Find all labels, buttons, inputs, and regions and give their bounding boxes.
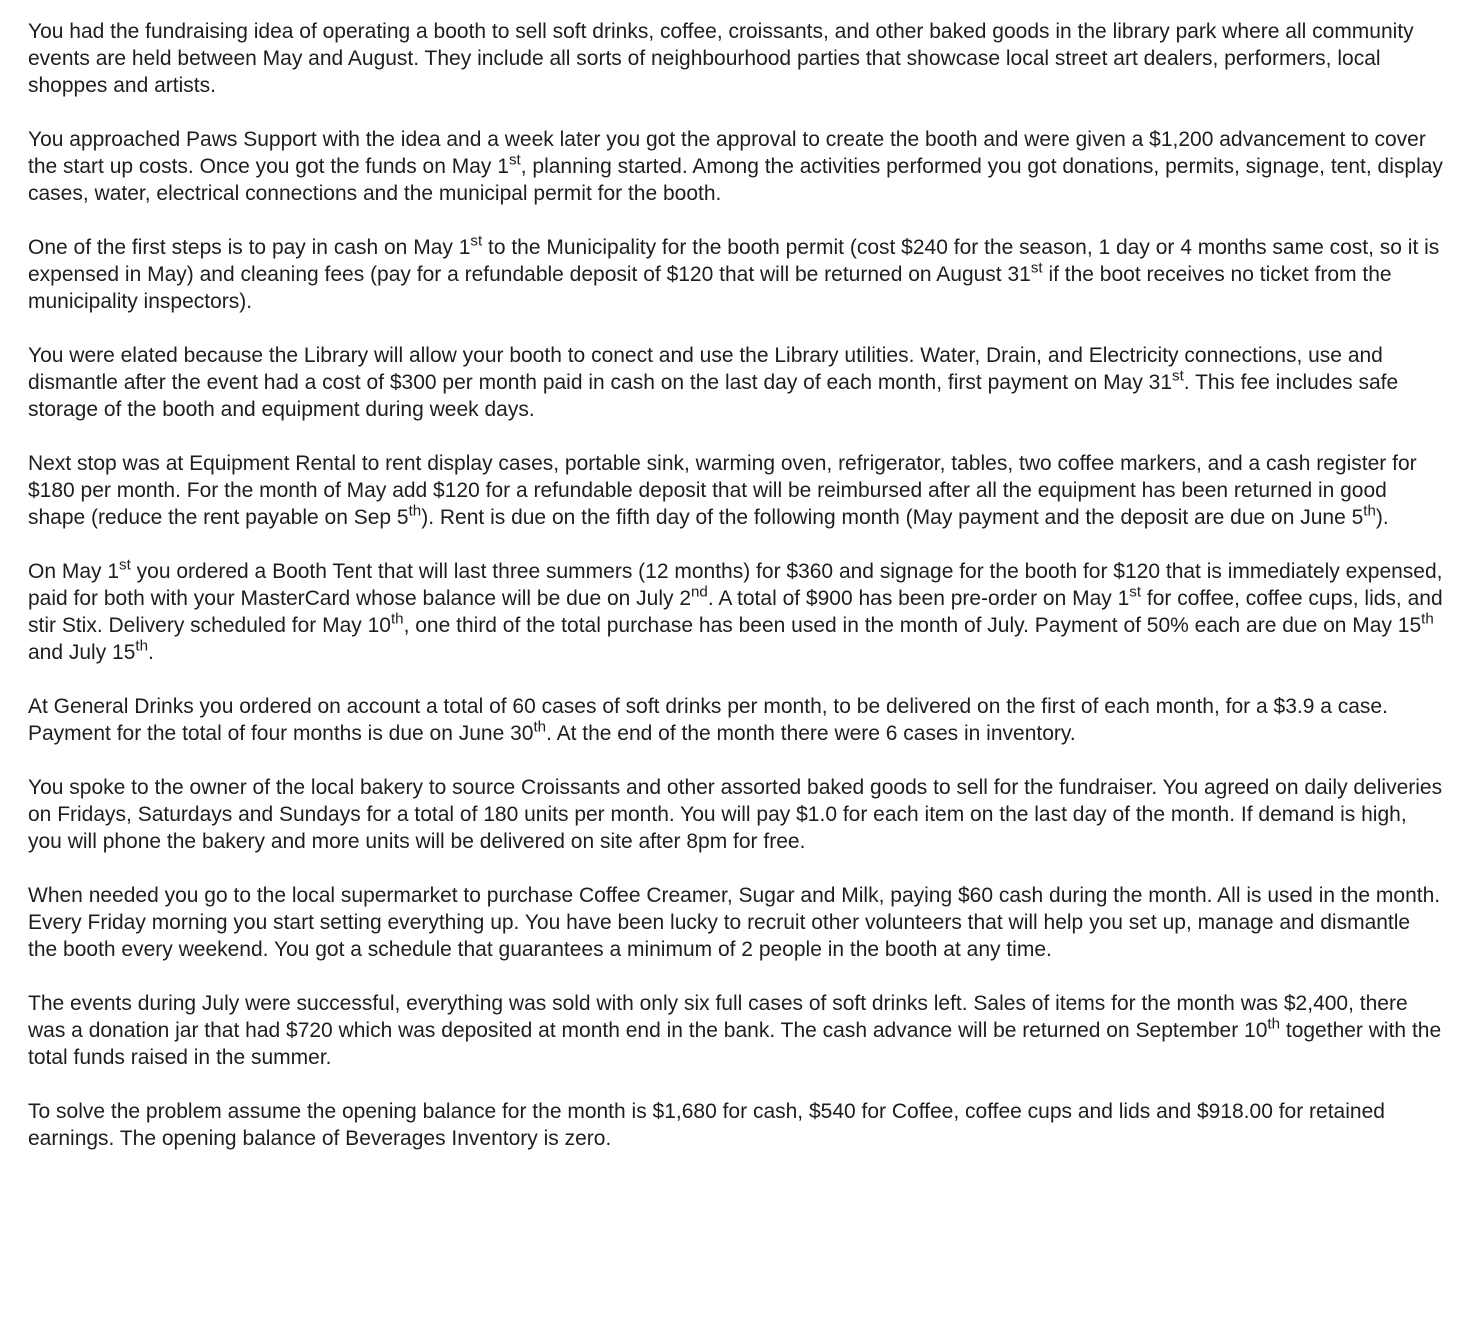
text-segment: Next stop was at Equipment Rental to rent display cases, portable sink, warming oven, refrigerator, tables, two coffee markers, and a cash register for $180 per month. For the month of May add $120 for a refundable deposit that will be reimbursed after all the equipment has been returned in good shape (reduce the rent payable on Sep 5 <box>28 452 1417 529</box>
text-segment: ). <box>1375 506 1389 529</box>
paragraph-p8 <box>28 774 1444 855</box>
paragraph-p7 <box>28 693 1444 747</box>
text-segment: You had the fundraising idea of operating a booth to sell soft drinks, coffee, croissants, and other baked goods in the library park where all community events are held between May and August. They include all sorts of neighbourhood parties that showcase local street art dealers, performers, local shoppes and artists. <box>28 20 1414 97</box>
ordinal-suffix: st <box>1129 583 1142 601</box>
paragraph-p4 <box>28 342 1444 423</box>
text-segment: The events during July were successful, everything was sold with only six full cases of soft drinks left. Sales of items for the month was $2,400, there was a donation jar that had $720 which was deposited at month end in the bank. The cash advance will be returned on September 10 <box>28 992 1408 1042</box>
text-segment: . A total of $900 has been pre-order on May 1 <box>707 587 1130 610</box>
ordinal-suffix: st <box>1030 259 1043 277</box>
text-segment: When needed you go to the local supermarket to purchase Coffee Creamer, Sugar and Milk, paying $60 cash during the month. All is used in the month. <box>28 884 1441 907</box>
text-segment: To solve the problem assume the opening balance for the month is $1,680 for cash, $540 for Coffee, coffee cups and lids and $918.00 for retained earnings. The opening balance of Beverages Inventory is zero. <box>28 1100 1385 1150</box>
ordinal-suffix: th <box>533 718 547 736</box>
ordinal-suffix: st <box>1172 367 1184 385</box>
paragraph-p5 <box>28 450 1444 531</box>
text-segment: , planning started. Among the activities performed you got donations, permits, signage, tent, display cases, water, electrical connections and the municipal permit for the booth. <box>28 155 1443 205</box>
paragraph-p6 <box>28 558 1444 666</box>
text-segment: if the boot receives no ticket from the municipality inspectors). <box>28 263 1392 313</box>
text-segment: . <box>148 641 154 664</box>
text-segment: to the Municipality for the booth permit (cost $240 for the season, 1 day or 4 months same cost, so it is expensed in May) and cleaning fees (pay for a refundable deposit of $120 that will be returned on August 31 <box>28 236 1440 286</box>
text-segment: You were elated because the Library will allow your booth to conect and use the Library utilities. Water, Drain, and Electricity connections, use and dismantle after the event had a cost of $300 per month paid in cash on the last day of each month, first payment on May 31 <box>28 344 1383 394</box>
text-segment: . At the end of the month there were 6 cases in inventory. <box>546 722 1076 745</box>
paragraph-p12 <box>28 1098 1444 1152</box>
ordinal-suffix: st <box>470 232 483 250</box>
ordinal-suffix: st <box>119 556 131 574</box>
text-segment: . This fee includes safe storage of the booth and equipment during week days. <box>28 371 1399 421</box>
ordinal-suffix: st <box>508 151 521 169</box>
paragraph-p1 <box>28 18 1444 99</box>
text-segment: Every Friday morning you start setting everything up. You have been lucky to recruit other volunteers that will help you set up, manage and dismantle the booth every weekend. You got a schedule that guarantees a minimum of 2 people in the booth at any time. <box>28 911 1411 961</box>
text-segment: At General Drinks you ordered on account a total of 60 cases of soft drinks per month, to be delivered on the first of each month, for a $3.9 a case. Payment for the total of four months is due on June 30 <box>28 695 1388 745</box>
text-segment: together with the total funds raised in the summer. <box>28 1019 1442 1069</box>
text-segment: On May 1 <box>28 560 120 583</box>
paragraph-p10 <box>28 909 1444 963</box>
text-segment: One of the first steps is to pay in cash on May 1 <box>28 236 471 259</box>
paragraph-p2 <box>28 126 1444 207</box>
text-segment: and July 15 <box>28 641 136 664</box>
ordinal-suffix: th <box>390 610 404 628</box>
ordinal-suffix: th <box>1421 610 1434 628</box>
text-segment: , one third of the total purchase has been used in the month of July. Payment of 50% each are due on May 15 <box>403 614 1422 637</box>
ordinal-suffix: th <box>1363 502 1376 520</box>
ordinal-suffix: th <box>408 502 422 520</box>
text-segment: You approached Paws Support with the idea and a week later you got the approval to create the booth and were given a $1,200 advancement to cover the start up costs. Once you got the funds on May 1 <box>28 128 1426 178</box>
text-segment: for coffee, coffee cups, lids, and stir Stix. Delivery scheduled for May 10 <box>28 587 1443 637</box>
paragraph-p3 <box>28 234 1444 315</box>
text-segment: ). Rent is due on the fifth day of the following month (May payment and the deposit are due on June 5 <box>421 506 1364 529</box>
text-segment: You spoke to the owner of the local bakery to source Croissants and other assorted baked goods to sell for the fundraiser. You agreed on daily deliveries on Fridays, Saturdays and Sundays for a total of 180 units per month. You will pay $1.0 for each item on the last day of the month. If demand is high, you will phone the bakery and more units will be delivered on site after 8pm for free. <box>28 776 1443 853</box>
ordinal-suffix: th <box>135 637 149 655</box>
ordinal-suffix: nd <box>691 583 708 601</box>
paragraph-p11 <box>28 990 1444 1071</box>
text-segment: you ordered a Booth Tent that will last three summers (12 months) for $360 and signage for the booth for $120 that is immediately expensed, paid for both with your MasterCard whose balance will be due on July 2 <box>28 560 1443 610</box>
ordinal-suffix: th <box>1267 1015 1281 1033</box>
paragraph-p9 <box>28 882 1444 909</box>
